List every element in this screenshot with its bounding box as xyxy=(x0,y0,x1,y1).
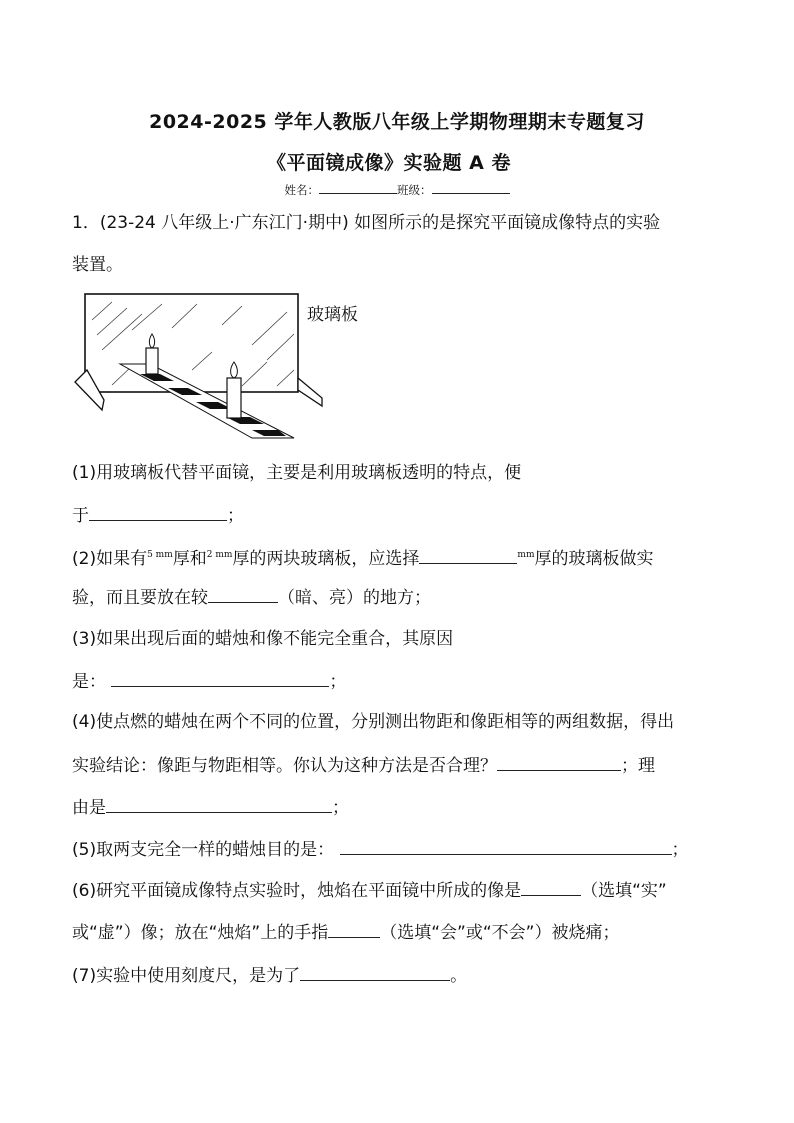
back-candle xyxy=(146,334,158,374)
class-blank[interactable] xyxy=(432,181,510,194)
part-1-cont: 于 ； xyxy=(72,502,244,528)
part-1: (1)用玻璃板代替平面镜，主要是利用玻璃板透明的特点，便 xyxy=(72,463,522,483)
glass-plate-label: 玻璃板 xyxy=(307,305,358,325)
answer-blank-2b[interactable] xyxy=(208,584,278,603)
answer-blank-7[interactable] xyxy=(300,962,450,981)
answer-blank-1[interactable] xyxy=(89,502,227,521)
class-label: 班级： xyxy=(397,183,432,197)
part-2: (2)如果有$^{5 mm}$厚和$^{2 mm}$厚的两块玻璃板，应选择 $^{mm}$厚的玻璃板做实 xyxy=(72,543,653,571)
answer-blank-6b[interactable] xyxy=(328,919,380,938)
page-subtitle: 《平面镜成像》实验题 A 卷 xyxy=(267,152,511,174)
answer-blank-2a[interactable] xyxy=(419,545,517,564)
unit-5mm: 5 mm xyxy=(147,550,173,560)
glass-hatching xyxy=(92,302,294,386)
name-label: 姓名： xyxy=(284,183,319,197)
answer-blank-4a[interactable] xyxy=(497,752,621,771)
part-2-cont: 验，而且要放在较 （暗、亮）的地方； xyxy=(72,584,431,610)
right-support xyxy=(298,378,322,406)
part-7: (7)实验中使用刻度尺，是为了 。 xyxy=(72,962,467,988)
answer-blank-3[interactable] xyxy=(111,668,329,687)
part-4: (4)使点燃的蜡烛在两个不同的位置，分别测出物距和像距相等的两组数据，得出 xyxy=(72,712,675,732)
unit-mm: mm xyxy=(517,550,535,560)
experiment-figure xyxy=(72,290,402,440)
question-source: (23-24 八年级上·广东江门·期中) xyxy=(99,213,349,233)
question-stem-cont: 装置。 xyxy=(72,255,123,275)
striped-ruler xyxy=(120,364,294,438)
part-5: (5)取两支完全一样的蜡烛目的是： ； xyxy=(72,836,689,862)
answer-blank-6a[interactable] xyxy=(521,877,581,896)
student-info-line xyxy=(0,181,794,198)
part-4-cont2: 由是 ； xyxy=(72,794,349,820)
question-number: 1． xyxy=(72,213,100,233)
page-title: 2024-2025 学年人教版八年级上学期物理期末专题复习 xyxy=(149,111,645,133)
name-blank[interactable] xyxy=(319,181,397,194)
glass-plate xyxy=(85,294,298,392)
part-3: (3)如果出现后面的蜡烛和像不能完全重合，其原因 xyxy=(72,629,454,649)
front-candle xyxy=(227,362,241,418)
answer-blank-4b[interactable] xyxy=(106,794,332,813)
part-3-cont: 是： ； xyxy=(72,668,346,694)
answer-blank-5[interactable] xyxy=(340,836,672,855)
part-6-cont: 或“虚”）像；放在“烛焰”上的手指 （选填“会”或“不会”）被烧痛； xyxy=(72,919,619,945)
part-6: (6)研究平面镜成像特点实验时，烛焰在平面镜中所成的像是 （选填“实” xyxy=(72,877,667,903)
unit-2mm: 2 mm xyxy=(206,550,233,560)
question-stem: 1．(23-24 八年级上·广东江门·期中) 如图所示的是探究平面镜成像特点的实验 xyxy=(72,213,661,233)
left-support xyxy=(75,370,104,410)
part-4-cont: 实验结论：像距与物距相等。你认为这种方法是否合理？ ；理 xyxy=(72,752,655,778)
